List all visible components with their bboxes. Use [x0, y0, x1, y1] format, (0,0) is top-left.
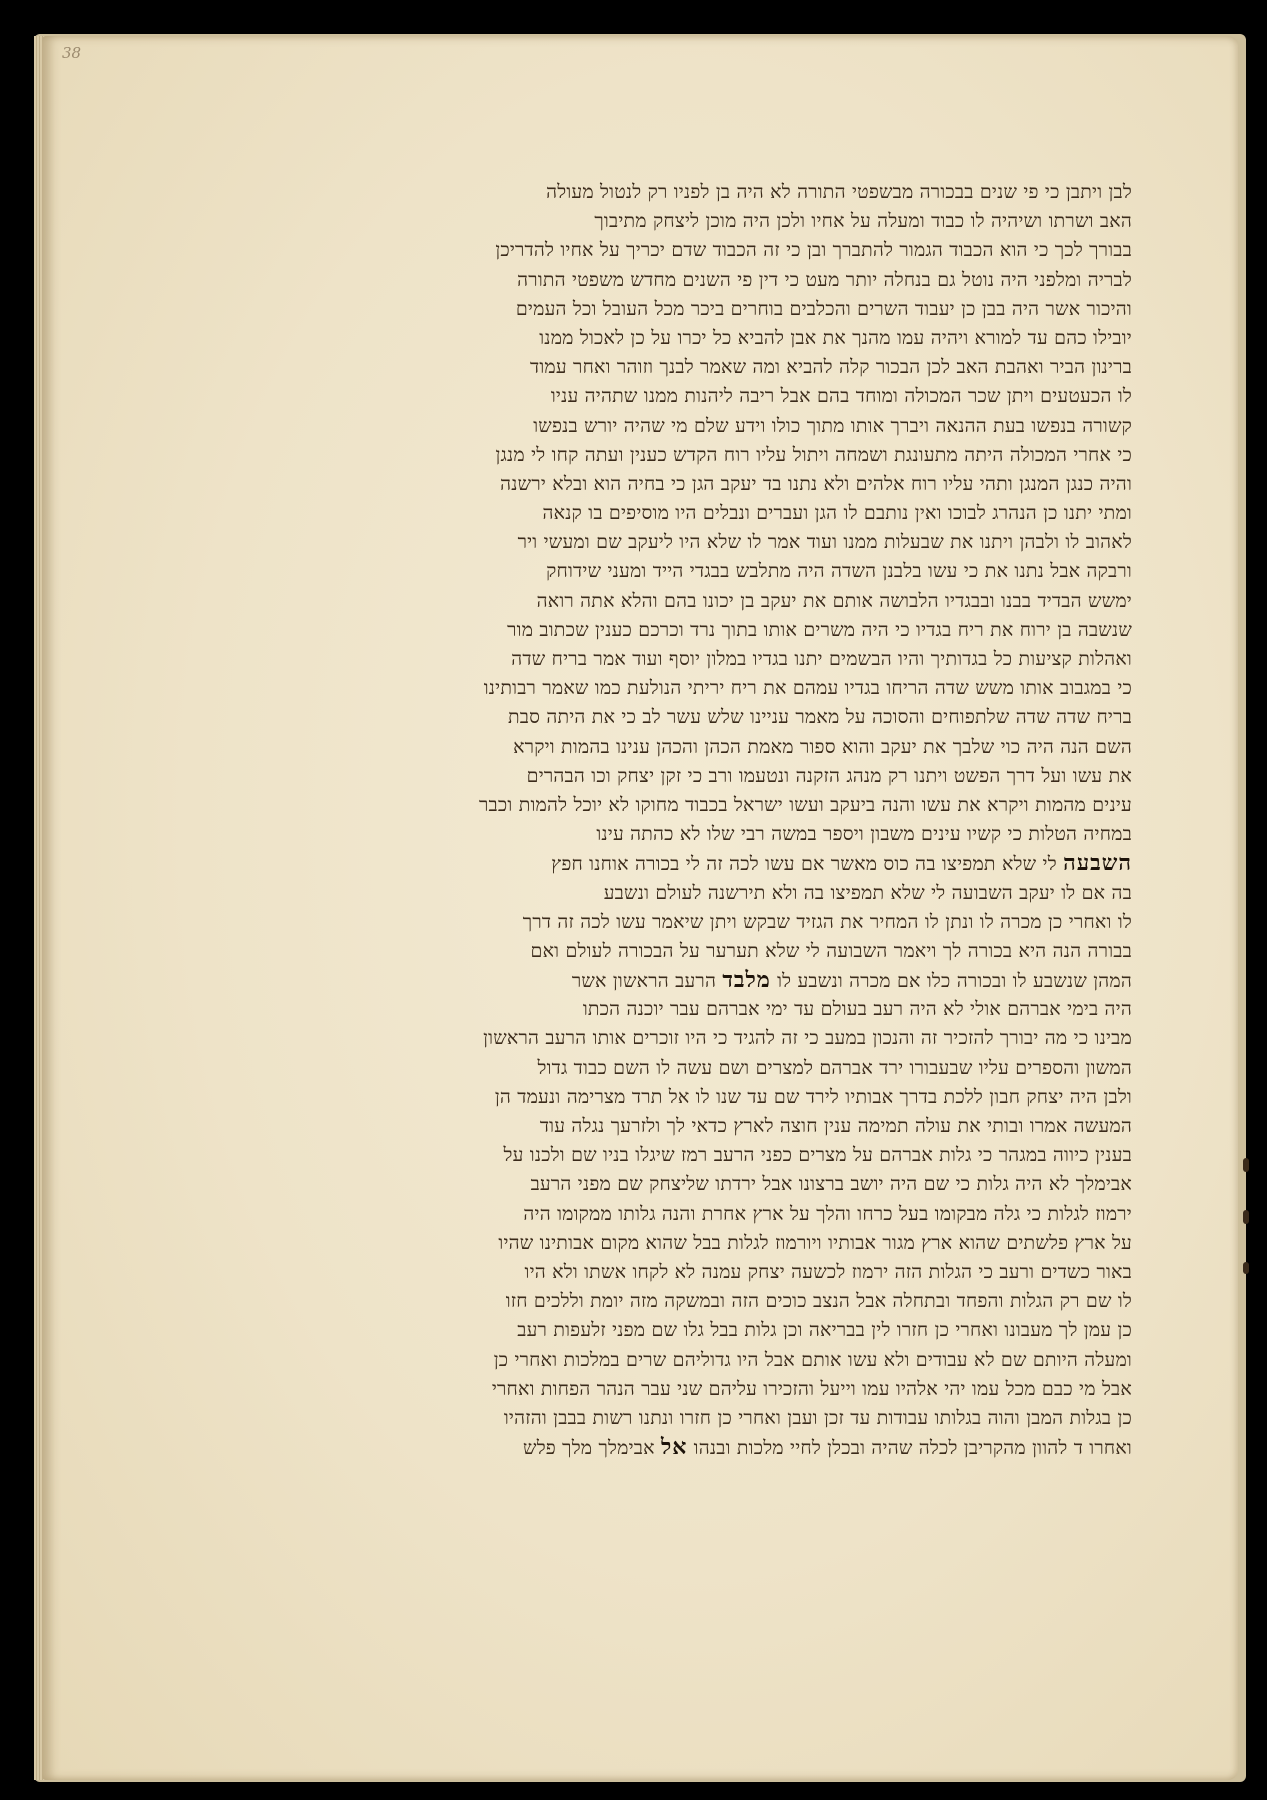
text-line: אבימלך לא היה גלות כי שם היה יושב ברצונו אבל ירדתו שליצחק שם מפני הרעב: [530, 1173, 1132, 1196]
text-line: בה אם לו יעקב השבועה לי שלא תמפיצו בה ולא תירשנה לעולם ונשבע: [603, 881, 1132, 904]
text-line: עינים מהמות ויקרא את עשו והנה ביעקב ועשו ישראל בכבוד מחוקו לא יוכל להמות וכבר: [479, 793, 1132, 816]
margin-ink-mark: [1243, 1210, 1249, 1224]
margin-ink-mark: [1243, 1158, 1249, 1172]
text-line: באור כשדים ורעב כי הגלות הזה ירמוז לכשעה יצחק עמנה לא לקחו אשתו ולא היו: [524, 1260, 1132, 1283]
rubric-heading: אל: [660, 1434, 688, 1461]
text-line: ואהלות קציעות כל בגדותיך והיו הבשמים יתנו בגדיו במלון יוסף ועוד אמר בריח שדה: [511, 648, 1132, 670]
text-line: לבריה ומלפני היה נוטל גם בנחלה יותר מעט כי דין פי השנים מחדש משפטי התורה: [517, 268, 1132, 291]
text-line: לו ואחרי כן מכרה לו ונתן לו המחיר את הגזיד שבקש ויתן שיאמר עשו לכה זה דרך: [522, 910, 1132, 933]
folio-number: 38: [62, 44, 82, 62]
text-line-rest: הרעב הראשון אשר: [571, 970, 717, 993]
rubric-heading: השבעה: [1063, 850, 1132, 877]
text-line-rest: אבימלך מלך פלש: [523, 1437, 655, 1460]
text-line: לבן ויתבן כי פי שנים בבכורה מבשפטי התורה לא היה בן לפניו רק לנטול מעולה: [546, 181, 1132, 203]
text-line: לאהוב לו ולבהן ויתנו את שבעלות ממנו ועוד אמר לו שלא היו ליעקב שם ומעשי ויר: [517, 531, 1132, 554]
text-line: ורבקה אבל נתנו את כי עשו בלבנן השדה היה מתלבש בבגדי הייד ומעני שידוחק: [546, 560, 1132, 583]
text-line-rest: לי שלא תמפיצו בה כוס מאשר אם עשו לכה זה לי בכורה אוחנו חפץ: [551, 853, 1057, 876]
main-text-column: [345, 178, 1132, 1462]
text-line: המשון והספרים עליו שבעבורו ירד אברהם למצרים ושם עשה לו השם כבוד גדול: [537, 1056, 1132, 1079]
text-line: על ארץ פלשתים שהוא ארץ מגור אבותיו ויורמוז לגלות בבל שהוא מקום אבותינו שהיו: [498, 1231, 1132, 1254]
text-line: אבל מי כבם מכל עמו יהי אלהיו עמו וייעל והזכירו עליהם שני עבר הנהר הפחות ואחרי: [491, 1377, 1132, 1400]
text-line: ברינון הביר ואהבת האב לכן הבכור קלה להביא ומה שאמר לבנך וזוהר ואחר עמוד: [529, 356, 1132, 379]
text-line: המעשה אמרו ובותי את עולה תמימה ענין חוצה לארץ כדאי לך ולזרעך נגלה עוד: [539, 1115, 1132, 1137]
text-line: במחיה הטלות כי קשיו עינים משבון ויספר במשה רבי שלו לא כהתה עינו: [596, 823, 1132, 846]
text-line: שנשבה בן ירוח את ריח בגדיו כי היה משרים אותו בתוך נרד וכרכם כענין שכתוב מור: [507, 618, 1132, 641]
text-line-start: המהן שנשבע לו ובכורה כלו אם מכרה ונשבע לו: [777, 970, 1132, 993]
text-line: בריח שדה שדה שלתפוחים והסוכה על מאמר עניינו שלש עשר לב כי את היתה סבת: [507, 706, 1132, 729]
text-line: [345, 849, 1132, 878]
text-line: כי אחרי המכולה היתה מתעונגת ושמחה ויתול עליו רוח הקדש כענין ועתה קחו לי מנגן: [495, 443, 1132, 466]
text-line: והיכור אשר היה בבן כן יעבוד השרים והכלבים בוחרים ביכר מכל העובל וכל העמים: [515, 297, 1132, 320]
text-line: ירמוז לגלות כי גלה מבקומו בעל כרחו והלך על ארץ אחרת והנה גלותו ממקומו היה: [523, 1202, 1132, 1225]
text-line: [345, 1433, 1132, 1462]
text-line: לו הכעטעים ויתן שכר המכולה ומוחד בהם אבל ריבה ליהנות ממנו שתהיה עניו: [550, 385, 1132, 408]
text-line: מבינו כי מה יבורך להזכיר זה והנכון במעב כי זה להגיד כי היו זוכרים אותו הרעב הראשון: [483, 1027, 1132, 1050]
text-line: האב ושרתו ושיהיה לו כבוד ומעלה על אחיו ולכן היה מוכן ליצחק מתיבוך: [594, 210, 1132, 233]
text-line: [345, 966, 1132, 995]
text-line: ימשש הבדיד בבנו ובבגדיו הלבושה אותם את יעקב בן יכונו בהם והלא אתה רואה: [536, 589, 1132, 612]
text-line: כי במגבוב אותו משש שדה הריחו בגדיו עמהם את ריח יריתי הנולעת כמו שאמר רבותינו: [483, 677, 1132, 700]
text-line: קשורה בנפשו בעת ההנאה ויברך אותו מתוך כולו וידע שלם מי שהיה יורש בנפשו: [533, 414, 1132, 437]
text-line: כן עמן לך מעבונו ואחרי כן חזרו לין בבריאה וכן גלות בבל גלו שם מפני זלעפות רעב: [517, 1319, 1132, 1342]
text-line: ולבן היה יצחק חבון ללכת בדרך אבותיו לירד שם עד שנו לו אל תרד מצרימה ונעמד הן: [494, 1085, 1132, 1108]
text-line-start: ואחרו ד להוון מהקריבן לכלה שהיה ובכלן לחיי מלכות ובנהו: [693, 1437, 1132, 1460]
text-line: ומתי יתנו כן הנהרג לבוכו ואין נותבם לו הגן ועברים ונבלים היו מוסיפים בו קנאה: [542, 502, 1132, 525]
text-line: כן בגלות המבן והוה בגלותו עבודות עד זכן ועבן ואחרי כן חזרו ונתנו רשות בבבן והזהיו: [503, 1406, 1132, 1429]
text-line: את עשו ועל דרך הפשט ויתנו רק מנהג הזקנה ונטעמו ורב כי זקן יצחק וכו הבהרים: [526, 764, 1132, 787]
text-line: בבורך לכך כי הוא הכבוד הגמור להתברך ובן כי זה הכבוד שדם יכריך על אחיו להדריכן: [495, 239, 1132, 262]
text-line: השם הנה היה כוי שלבך את יעקב והוא ספור מאמת הכהן והכהן ענינו בהמות ויקרא: [513, 735, 1132, 758]
text-line: בענין כיווה במגהר כי גלות אברהם על מצרים כפני הרעב רמז שיגלו בניו שם ולכנו על: [503, 1144, 1132, 1167]
text-line: היה בימי אברהם אולי לא היה רעב בעולם עד ימי אברהם עבר יוכנה הכתו: [582, 998, 1132, 1021]
text-line: והיה כנגן המנגן ותהי עליו רוח אלהים ולא נתנו בד יעקב הגן כי בחיה הוא ובלא ירשנה: [500, 472, 1132, 495]
text-line: בבורה הנה היא בכורה לך ויאמר השבועה לי שלא תערער על הבכורה לעולם ואם: [530, 939, 1132, 962]
text-line: יובילו כהם עד למורא ויהיה עמו מהנך את אבן להביא כל יכרו על כן לאכול ממנו: [539, 326, 1132, 349]
rubric-heading: מלבד: [722, 967, 771, 994]
text-line: לו שם רק הגלות והפחד ובתחלה אבל הנצב כוכים הזה ובמשקה מזה יומת וללכים חזו: [505, 1290, 1132, 1313]
text-line: ומעלה היותם שם לא עבודים ולא עשו אותם אבל היו גדוליהם שרים במלכות ואחרי כן: [493, 1348, 1132, 1371]
margin-ink-mark: [1243, 1262, 1249, 1274]
